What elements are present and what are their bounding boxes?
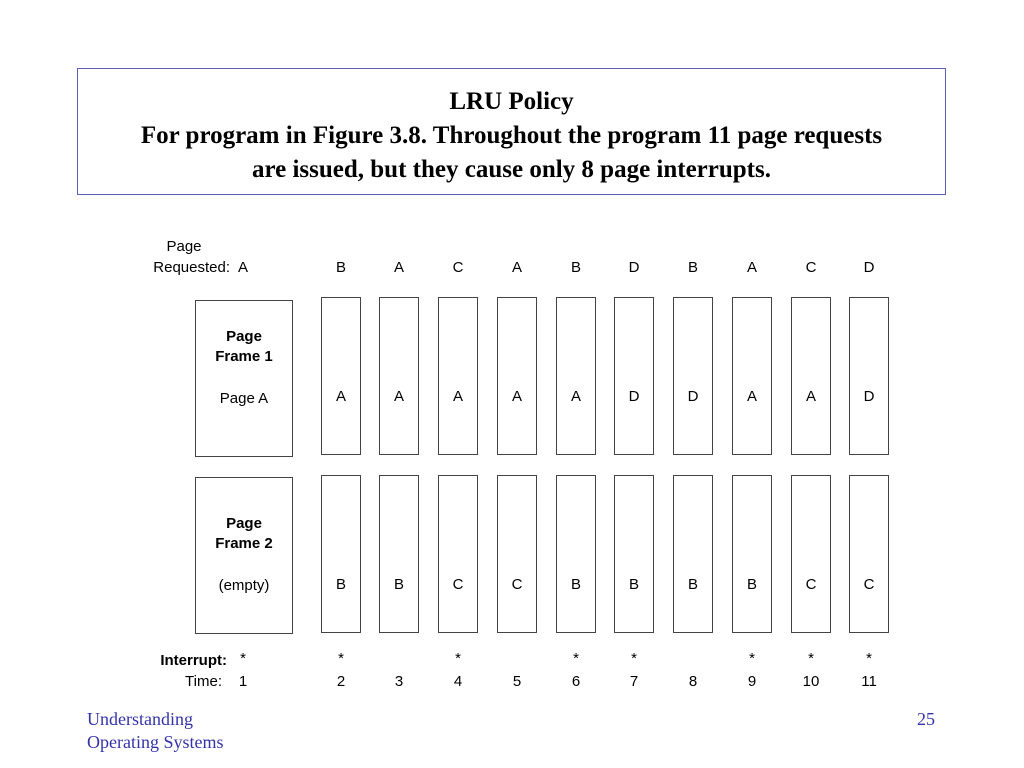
interrupt-mark-7: * [631, 650, 637, 667]
page-frame-1-box [195, 300, 293, 457]
frame1-page-7: D [628, 388, 640, 405]
interrupt-mark-11: * [866, 650, 872, 667]
interrupt-mark-2: * [338, 650, 344, 667]
frame2-page-8: B [687, 576, 699, 593]
requested-label: Requested: [153, 259, 230, 276]
frame2-column-box-3 [379, 475, 419, 633]
frame2-page-3: B [393, 576, 405, 593]
page-number: 25 [917, 709, 935, 729]
page-label: Page [166, 238, 202, 255]
title-box [77, 68, 946, 195]
time-value-3: 3 [394, 673, 404, 690]
interrupt-mark-4: * [455, 650, 461, 667]
time-value-6: 6 [571, 673, 581, 690]
time-value-4: 4 [453, 673, 463, 690]
requested-page-3: A [393, 259, 405, 276]
time-value-5: 5 [512, 673, 522, 690]
frame1-column-box-4 [438, 297, 478, 455]
frame2-column-box-4 [438, 475, 478, 633]
requested-page-1: A [237, 259, 249, 276]
interrupt-label: Interrupt: [160, 652, 227, 669]
frame2-page-6: B [570, 576, 582, 593]
requested-page-7: D [628, 259, 640, 276]
frame2-column-box-6 [556, 475, 596, 633]
page-frame-1-content: Page A [219, 390, 269, 407]
requested-page-2: B [335, 259, 347, 276]
frame2-page-7: B [628, 576, 640, 593]
time-value-7: 7 [629, 673, 639, 690]
frame1-column-box-8 [673, 297, 713, 455]
frame2-column-box-2 [321, 475, 361, 633]
frame2-page-5: C [511, 576, 523, 593]
slide-title: LRU Policy [449, 88, 574, 115]
frame1-column-box-10 [791, 297, 831, 455]
slide-subtitle-line1: For program in Figure 3.8. Throughout the program 11 page requests [140, 122, 883, 149]
requested-page-10: C [805, 259, 817, 276]
page-frame-1-title: Page Frame 1 [215, 328, 273, 365]
frame2-column-box-10 [791, 475, 831, 633]
frame1-page-2: A [335, 388, 347, 405]
page-frame-2-box [195, 477, 293, 634]
frame1-column-box-2 [321, 297, 361, 455]
footer-text: Understanding Operating Systems [87, 709, 224, 752]
frame1-page-6: A [570, 388, 582, 405]
interrupt-mark-10: * [808, 650, 814, 667]
time-value-11: 11 [861, 673, 877, 690]
frame1-column-box-11 [849, 297, 889, 455]
frame2-page-10: C [805, 576, 817, 593]
frame2-column-box-9 [732, 475, 772, 633]
frame2-column-box-8 [673, 475, 713, 633]
requested-page-11: D [863, 259, 875, 276]
time-value-2: 2 [336, 673, 346, 690]
requested-page-5: A [511, 259, 523, 276]
requested-page-4: C [452, 259, 464, 276]
frame2-column-box-7 [614, 475, 654, 633]
time-value-1: 1 [238, 673, 248, 690]
frame1-page-8: D [687, 388, 699, 405]
frame1-column-box-7 [614, 297, 654, 455]
time-value-10: 10 [802, 673, 820, 690]
frame2-column-box-11 [849, 475, 889, 633]
slide-subtitle-line2: are issued, but they cause only 8 page interrupts. [251, 156, 771, 183]
frame2-page-4: C [452, 576, 464, 593]
interrupt-mark-9: * [749, 650, 755, 667]
interrupt-mark-1: * [240, 650, 246, 667]
frame1-page-4: A [452, 388, 464, 405]
requested-page-8: B [687, 259, 699, 276]
frame1-page-10: A [805, 388, 817, 405]
interrupt-mark-6: * [573, 650, 579, 667]
time-value-8: 8 [688, 673, 698, 690]
frame2-page-9: B [746, 576, 758, 593]
frame1-page-5: A [511, 388, 523, 405]
frame1-column-box-5 [497, 297, 537, 455]
frame1-column-box-3 [379, 297, 419, 455]
frame1-page-11: D [863, 388, 875, 405]
frame1-page-3: A [393, 388, 405, 405]
frame1-page-9: A [746, 388, 758, 405]
page-frame-2-title: Page Frame 2 [215, 515, 273, 552]
page-frame-2-content: (empty) [218, 577, 270, 594]
requested-page-6: B [570, 259, 582, 276]
frame1-column-box-9 [732, 297, 772, 455]
time-value-9: 9 [747, 673, 757, 690]
time-label: Time: [185, 673, 222, 690]
frame2-page-2: B [335, 576, 347, 593]
requested-page-9: A [746, 259, 758, 276]
frame2-page-11: C [863, 576, 875, 593]
frame1-column-box-6 [556, 297, 596, 455]
frame2-column-box-5 [497, 475, 537, 633]
